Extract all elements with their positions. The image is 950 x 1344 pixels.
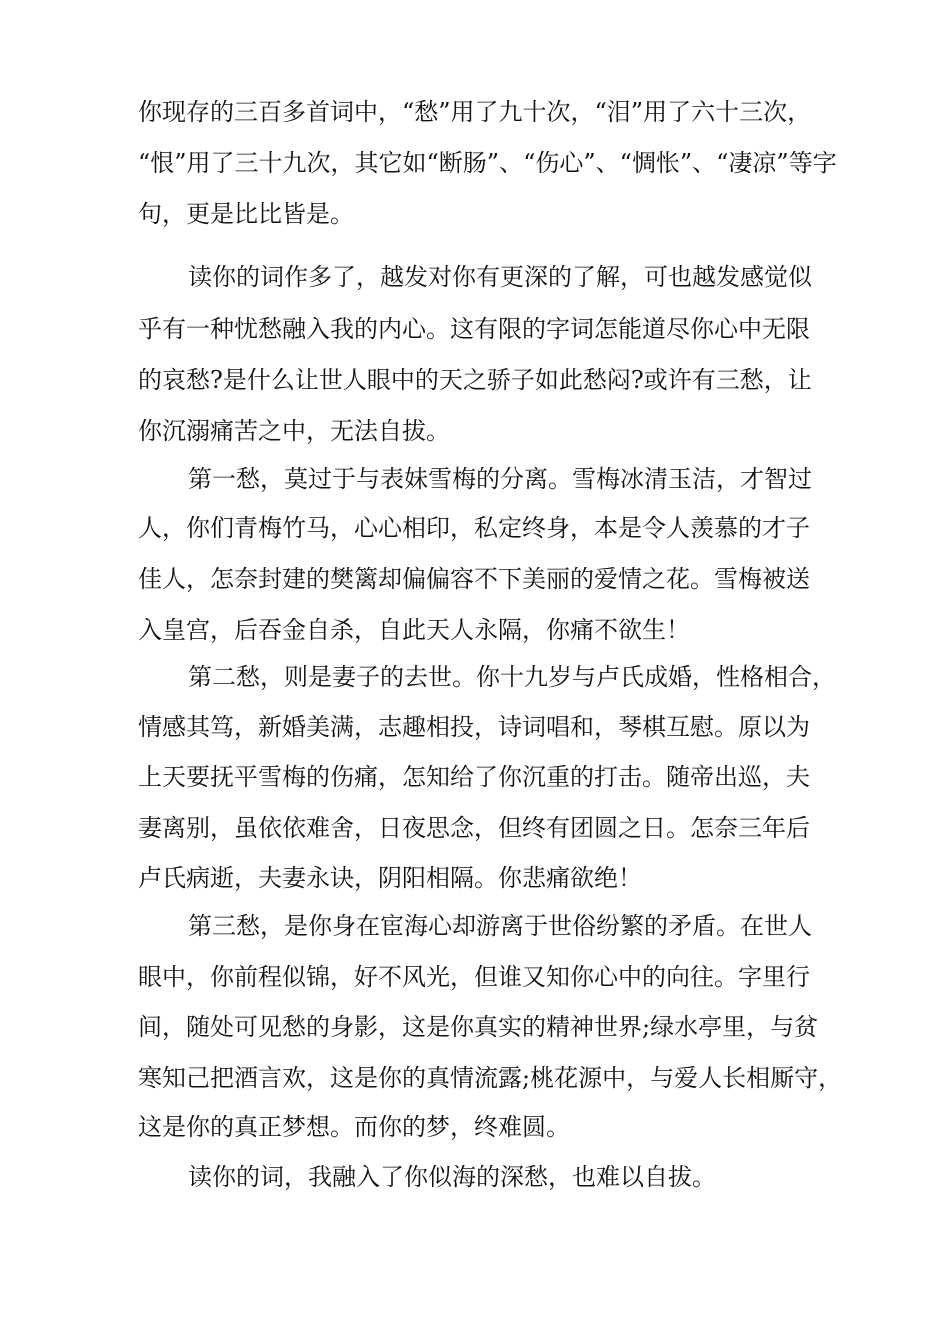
- text-line: 间，随处可见愁的身影，这是你真实的精神世界;绿水亭里，与贫: [138, 1013, 819, 1041]
- text-line: 第一愁，莫过于与表妹雪梅的分离。雪梅冰清玉洁，才智过: [188, 465, 812, 493]
- text-line: 人，你们青梅竹马，心心相印，私定终身，本是令人羡慕的才子: [138, 514, 810, 542]
- text-line: 眼中，你前程似锦，好不风光，但谁又知你心中的向往。字里行: [138, 963, 810, 991]
- text-line: 乎有一种忧愁融入我的内心。这有限的字词怎能道尽你心中无限: [138, 315, 810, 343]
- text-line: 句，更是比比皆是。: [138, 200, 354, 228]
- text-line: 情感其笃，新婚美满，志趣相投，诗词唱和，琴棋互慰。原以为: [138, 713, 810, 741]
- text-line: 第三愁，是你身在宦海心却游离于世俗纷繁的矛盾。在世人: [188, 912, 812, 940]
- text-line: 佳人，怎奈封建的樊篱却偏偏容不下美丽的爱情之花。雪梅被送: [138, 565, 810, 593]
- text-line: “恨”用了三十九次，其它如“断肠”、“伤心”、“惆怅”、“凄凉”等字: [138, 149, 837, 177]
- text-line: 第二愁，则是妻子的去世。你十九岁与卢氏成婚，性格相合，: [188, 663, 836, 691]
- text-line: 入皇宫，后吞金自杀，自此天人永隔，你痛不欲生！: [138, 616, 690, 644]
- text-line: 读你的词，我融入了你似海的深愁，也难以自拔。: [188, 1163, 716, 1191]
- text-line: 上天要抚平雪梅的伤痛，怎知给了你沉重的打击。随帝出巡，夫: [138, 763, 810, 791]
- text-line: 寒知己把酒言欢，这是你的真情流露;桃花源中，与爱人长相厮守，: [138, 1064, 843, 1092]
- text-line: 妻离别，虽依依难舍，日夜思念，但终有团圆之日。怎奈三年后: [138, 814, 810, 842]
- text-line: 你现存的三百多首词中，“愁”用了九十次，“泪”用了六十三次，: [138, 98, 812, 126]
- text-line: 的哀愁?是什么让世人眼中的天之骄子如此愁闷?或许有三愁，让: [138, 366, 812, 394]
- text-line: 读你的词作多了，越发对你有更深的了解，可也越发感觉似: [188, 263, 812, 291]
- text-line: 这是你的真正梦想。而你的梦，终难圆。: [138, 1113, 570, 1141]
- text-line: 卢氏病逝，夫妻永诀，阴阳相隔。你悲痛欲绝！: [138, 864, 642, 892]
- text-line: 你沉溺痛苦之中，无法自拔。: [138, 417, 450, 445]
